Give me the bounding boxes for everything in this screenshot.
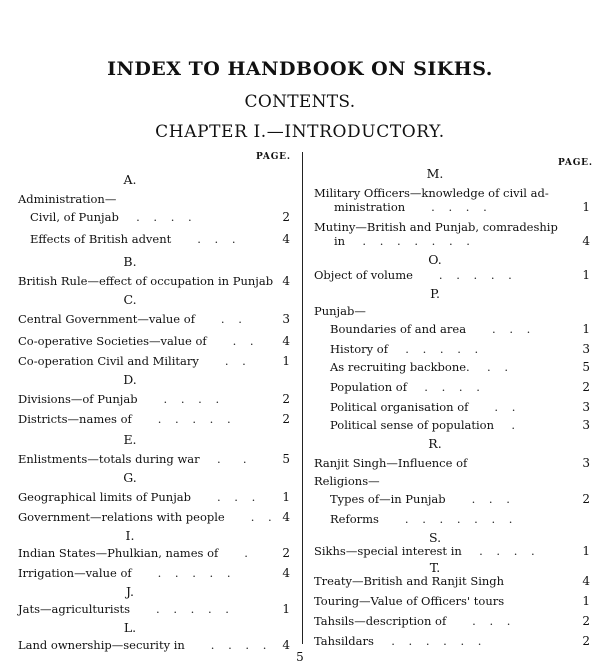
section-letter-e: E. bbox=[123, 432, 137, 447]
section-letter-d: D. bbox=[123, 372, 137, 387]
entry-page: 2 bbox=[582, 634, 590, 648]
entry-text: Political sense of population bbox=[330, 418, 495, 432]
entry-page: 3 bbox=[282, 312, 290, 326]
entry-page: 1 bbox=[282, 490, 290, 504]
entry-coop-soc: Co-operative Societies—value of . . 4 bbox=[18, 334, 290, 348]
entry-text: Political organisation of bbox=[330, 400, 469, 414]
entry-land: Land ownership—security in . . . . 4 bbox=[18, 638, 290, 652]
entry-text: Co-operative Societies—value of bbox=[18, 334, 207, 348]
section-letter-o: O. bbox=[428, 252, 442, 267]
entry-punjab: Punjab— bbox=[314, 304, 366, 318]
entry-recruiting: As recruiting backbone. . . 5 bbox=[330, 360, 590, 374]
entry-ranjit bbox=[314, 456, 590, 470]
entry-treaty bbox=[314, 574, 590, 588]
section-letter-r: R. bbox=[428, 436, 442, 451]
entry-text: Divisions—of Punjab bbox=[18, 392, 138, 406]
entry-page: 4 bbox=[282, 638, 290, 652]
entry-text: Types of—in Punjab bbox=[330, 492, 446, 506]
entry-page: 4 bbox=[282, 274, 290, 288]
entry-text: Land ownership—security in bbox=[18, 638, 185, 652]
entry-tahsildars: Tahsildars . . . . . . 2 bbox=[314, 634, 590, 648]
entry-text: Districts—names of bbox=[18, 412, 132, 426]
entry-tahsils: Tahsils—description of . . . 2 bbox=[314, 614, 590, 628]
entry-text: As recruiting backbone. bbox=[330, 360, 470, 374]
entry-text: British Rule—effect of occupation in Punjab bbox=[18, 274, 274, 288]
entry-text: Sikhs—special interest in bbox=[314, 544, 462, 558]
entry-page: 5 bbox=[282, 452, 290, 466]
section-letter-c: C. bbox=[123, 292, 137, 307]
entry-text: Touring—Value of Officers' tours bbox=[314, 594, 505, 608]
entry-text: Enlistments—totals during war bbox=[18, 452, 200, 466]
entry-text: Civil, of Punjab bbox=[30, 210, 119, 224]
entry-page: 2 bbox=[282, 412, 290, 426]
entry-page: 1 bbox=[282, 354, 290, 368]
entry-history: History of . . . . . 3 bbox=[330, 342, 590, 356]
entry-administration: Administration— bbox=[18, 192, 117, 206]
entry-page: 4 bbox=[282, 510, 290, 524]
chapter-heading: CHAPTER I.—INTRODUCTORY. bbox=[155, 122, 445, 142]
entry-page: 2 bbox=[582, 614, 590, 628]
section-letter-m: M. bbox=[426, 166, 444, 181]
entry-central: Central Government—value of . . 3 bbox=[18, 312, 290, 326]
entry-page: 1 bbox=[582, 544, 590, 558]
contents-heading: CONTENTS. bbox=[244, 92, 356, 112]
entry-page: 3 bbox=[582, 418, 590, 432]
entry-text: Irrigation—value of bbox=[18, 566, 132, 580]
entry-mutiny: in . . . . . . . 4 bbox=[334, 234, 590, 248]
section-letter-a: A. bbox=[123, 172, 137, 187]
entry-page: 4 bbox=[282, 232, 290, 246]
entry-page: 2 bbox=[282, 392, 290, 406]
entry-reforms: Reforms . . . . . . . bbox=[330, 512, 518, 526]
entry-population: Population of . . . . 2 bbox=[330, 380, 590, 394]
entry-page: 2 bbox=[582, 492, 590, 506]
section-letter-p: P. bbox=[430, 286, 440, 301]
entry-page: 2 bbox=[282, 210, 290, 224]
entry-page: 5 bbox=[582, 360, 590, 374]
entry-districts: Districts—names of . . . . . 2 bbox=[18, 412, 290, 426]
entry-touring bbox=[314, 594, 590, 608]
entry-indian: Indian States—Phulkian, names of . 2 bbox=[18, 546, 290, 560]
section-letter-b: B. bbox=[123, 254, 137, 269]
entry-gov: Government—relations with people . . 4 bbox=[18, 510, 290, 524]
page-number: 5 bbox=[296, 650, 304, 664]
entry-page: 1 bbox=[282, 602, 290, 616]
entry-page: 4 bbox=[582, 234, 590, 248]
entry-page: 3 bbox=[582, 342, 590, 356]
entry-text: History of bbox=[330, 342, 388, 356]
entry-effects: Effects of British advent . . . 4 bbox=[30, 232, 290, 246]
section-letter-j: J. bbox=[125, 584, 134, 599]
entry-text: Object of volume bbox=[314, 268, 413, 282]
entry-page: 1 bbox=[582, 594, 590, 608]
entry-page: 1 bbox=[582, 322, 590, 336]
entry-page: 3 bbox=[582, 456, 590, 470]
entry-object: Object of volume . . . . . 1 bbox=[314, 268, 590, 282]
entry-types: Types of—in Punjab . . . 2 bbox=[330, 492, 590, 506]
entry-page: 4 bbox=[582, 574, 590, 588]
entry-text: ministration bbox=[334, 200, 406, 214]
entry-text: Reforms bbox=[330, 512, 379, 526]
entry-text: Indian States—Phulkian, names of bbox=[18, 546, 219, 560]
entry-political-org: Political organisation of . . 3 bbox=[330, 400, 590, 414]
entry-civil: Civil, of Punjab . . . . 2 bbox=[30, 210, 290, 224]
entry-sikhs: Sikhs—special interest in . . . . 1 bbox=[314, 544, 590, 558]
entry-jats: Jats—agriculturists . . . . . 1 bbox=[18, 602, 290, 616]
entry-coop-civ: Co-operation Civil and Military . . 1 bbox=[18, 354, 290, 368]
section-letter-l: L. bbox=[123, 620, 137, 635]
entry-political-sense: Political sense of population . 3 bbox=[330, 418, 590, 432]
page-column-header: PAGE. bbox=[558, 158, 593, 168]
section-letter-i: I. bbox=[125, 528, 135, 543]
entry-text: Population of bbox=[330, 380, 407, 394]
entry-military: ministration . . . . 1 bbox=[334, 200, 590, 214]
entry-page: 1 bbox=[582, 200, 590, 214]
entry-text: Tahsildars bbox=[314, 634, 374, 648]
section-letter-s: S. bbox=[428, 530, 442, 545]
page-column-header: PAGE. bbox=[256, 152, 291, 162]
column-divider bbox=[302, 152, 303, 644]
entry-page: 2 bbox=[282, 546, 290, 560]
section-letter-t: T. bbox=[429, 560, 441, 575]
page-title: INDEX TO HANDBOOK ON SIKHS. bbox=[107, 58, 493, 80]
entry-page: 2 bbox=[582, 380, 590, 394]
entry-page: 3 bbox=[582, 400, 590, 414]
entry-mutiny-line1: Mutiny—British and Punjab, comradeship bbox=[314, 220, 558, 234]
entry-enlist: Enlistments—totals during war . . 5 bbox=[18, 452, 290, 466]
entry-text: Effects of British advent bbox=[30, 232, 172, 246]
entry-text: Government—relations with people bbox=[18, 510, 225, 524]
entry-page: 1 bbox=[582, 268, 590, 282]
entry-british bbox=[18, 274, 290, 288]
entry-divisions: Divisions—of Punjab . . . . 2 bbox=[18, 392, 290, 406]
entry-text: Boundaries of and area bbox=[330, 322, 467, 336]
entry-text: Tahsils—description of bbox=[314, 614, 447, 628]
section-letter-g: G. bbox=[123, 470, 137, 485]
entry-irrig: Irrigation—value of . . . . . 4 bbox=[18, 566, 290, 580]
entry-text: in bbox=[334, 234, 346, 248]
entry-text: Jats—agriculturists bbox=[18, 602, 131, 616]
entry-boundaries: Boundaries of and area . . . 1 bbox=[330, 322, 590, 336]
entry-geo: Geographical limits of Punjab . . . 1 bbox=[18, 490, 290, 504]
entry-text: Ranjit Singh—Influence of bbox=[314, 456, 468, 470]
entry-religions: Religions— bbox=[314, 474, 380, 488]
entry-text: Geographical limits of Punjab bbox=[18, 490, 191, 504]
entry-page: 4 bbox=[282, 566, 290, 580]
entry-military-line1: Military Officers—knowledge of civil ad- bbox=[314, 186, 549, 200]
entry-text: Co-operation Civil and Military bbox=[18, 354, 199, 368]
entry-text: Treaty—British and Ranjit Singh bbox=[314, 574, 505, 588]
entry-text: Central Government—value of bbox=[18, 312, 195, 326]
entry-page: 4 bbox=[282, 334, 290, 348]
